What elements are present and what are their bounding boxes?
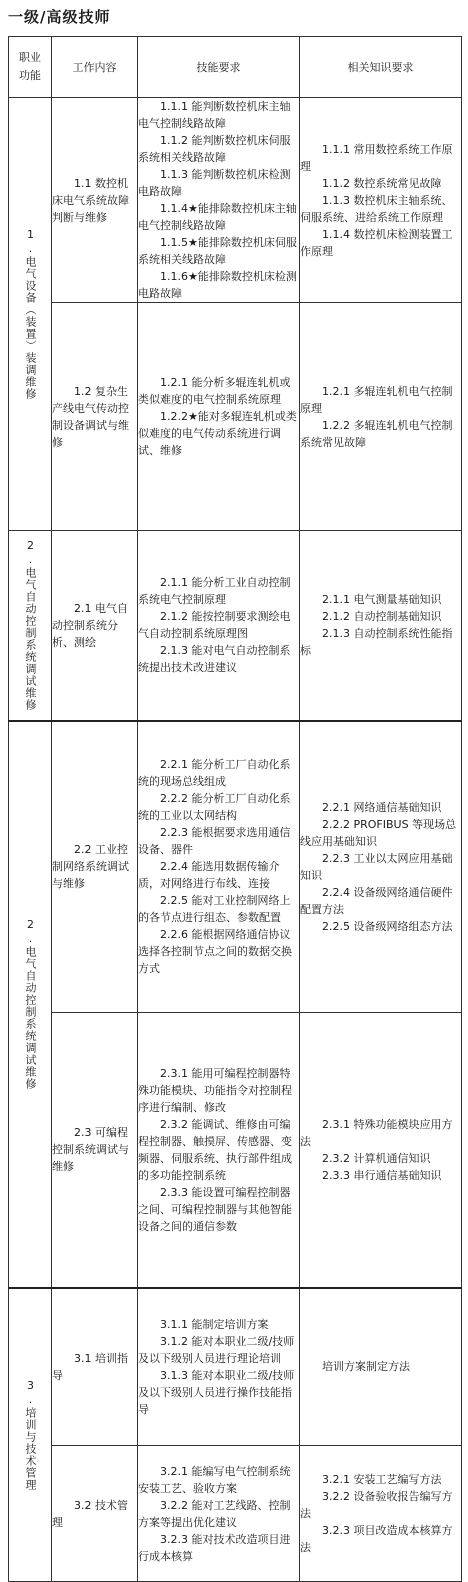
table-row [9,1446,462,1582]
skills-cell: 1.2.1 能分析多辊连轧机或类似难度的电气控制系统原理 1.2.2★能对多辊连轧机或类似难度的电气传动系统进行调试、维修 [138,303,300,531]
header-skills: 技能要求 [138,37,300,98]
skills-cell: 2.3.1 能用可编程控制器特殊功能模块、功能指令对控制程序进行编制、修改 2.3.2 能调试、维修由可编程控制器、触摸屏、传感器、变频器、伺服系统、执行部件组成的多功能控制系统 2.3.3 能设置可编程控制器之间、可编程控制器与其他智能设备之间的通信参数 [138,1013,300,1288]
knowledge-cell: 3.2.1 安装工艺编写方法 3.2.2 设备验收报告编写方法 3.2.3 项目改造成本核算方法 [300,1446,462,1582]
skills-cell: 1.1.1 能判断数控机床主轴电气控制线路故障 1.1.2 能判断数控机床伺服系统相关线路故障 1.1.3 能判断数控机床检测电路故障 1.1.4★能排除数控机床主轴电气控制线路故障 1.1.5★能排除数控机床伺服系统相关线路故障 1.1.6★能排除数控机床检测电路故障 [138,98,300,303]
knowledge-cell: 培训方案制定方法 [300,1288,462,1446]
table-row [9,98,462,303]
table-row [9,531,462,721]
function-cell: 2.电气自动控制系统调试维修 [9,721,52,1288]
content-cell: 2.2 工业控制网络系统调试与维修 [52,721,138,1013]
knowledge-cell: 2.3.1 特殊功能模块应用方法 2.3.2 计算机通信知识 2.3.3 串行通信基础知识 [300,1013,462,1288]
content-cell: 1.1 数控机床电气系统故障判断与维修 [52,98,138,303]
skills-cell: 2.2.1 能分析工厂自动化系统的现场总线组成 2.2.2 能分析工厂自动化系统的工业以太网结构 2.2.3 能根据要求选用通信设备、器件 2.2.4 能选用数据传输介质，对网络进行布线、连接 2.2.5 能对工业控制网络上的各节点进行组态、参数配置 2.2.6 能根据网络通信协议选择各控制节点之间的数据交换方式 [138,721,300,1013]
content-cell: 3.2 技术管理 [52,1446,138,1582]
function-cell: 3.培训与技术管理 [9,1288,52,1582]
knowledge-cell: 2.2.1 网络通信基础知识 2.2.2 PROFIBUS 等现场总线应用基础知识 2.2.3 工业以太网应用基础知识 2.2.4 设备级网络通信硬件配置方法 2.2.5 设备级网络组态方法 [300,721,462,1013]
table-row [9,721,462,1013]
content-cell: 3.1 培训指导 [52,1288,138,1446]
skills-cell: 2.1.1 能分析工业自动控制系统电气控制原理 2.1.2 能按控制要求测绘电气自动控制系统原理图 2.1.3 能对电气自动控制系统提出技术改进建议 [138,531,300,721]
knowledge-cell: 1.1.1 常用数控系统工作原理 1.1.2 数控系统常见故障 1.1.3 数控机床主轴系统、伺服系统、进给系统工作原理 1.1.4 数控机床检测装置工作原理 [300,98,462,303]
table-row [9,1288,462,1446]
skills-cell: 3.1.1 能制定培训方案 3.1.2 能对本职业二级/技师及以下级别人员进行理论培训 3.1.3 能对本职业二级/技师及以下级别人员进行操作技能指导 [138,1288,300,1446]
header-function: 职业功能 [9,37,52,98]
function-cell: 2.电气自动控制系统调试维修 [9,531,52,721]
knowledge-cell: 1.2.1 多辊连轧机电气控制原理 1.2.2 多辊连轧机电气控制系统常见故障 [300,303,462,531]
skills-cell: 3.2.1 能编写电气控制系统安装工艺、验收方案 3.2.2 能对工艺线路、控制方案等提出优化建议 3.2.3 能对技术改造项目进行成本核算 [138,1446,300,1582]
header-content: 工作内容 [52,37,138,98]
content-cell: 2.3 可编程控制系统调试与维修 [52,1013,138,1288]
page-title: 一级/高级技师 [8,8,111,26]
function-cell: 1.电气设备（装置）装调维修 [9,98,52,531]
header-knowledge: 相关知识要求 [300,37,462,98]
skill-standard-table [8,36,462,1582]
knowledge-cell: 2.1.1 电气测量基础知识 2.1.2 自动控制基础知识 2.1.3 自动控制系统性能指标 [300,531,462,721]
content-cell: 2.1 电气自动控制系统分析、测绘 [52,531,138,721]
table-row [9,303,462,531]
header-row [9,37,462,98]
table-row [9,1013,462,1288]
content-cell: 1.2 复杂生产线电气传动控制设备调试与维修 [52,303,138,531]
